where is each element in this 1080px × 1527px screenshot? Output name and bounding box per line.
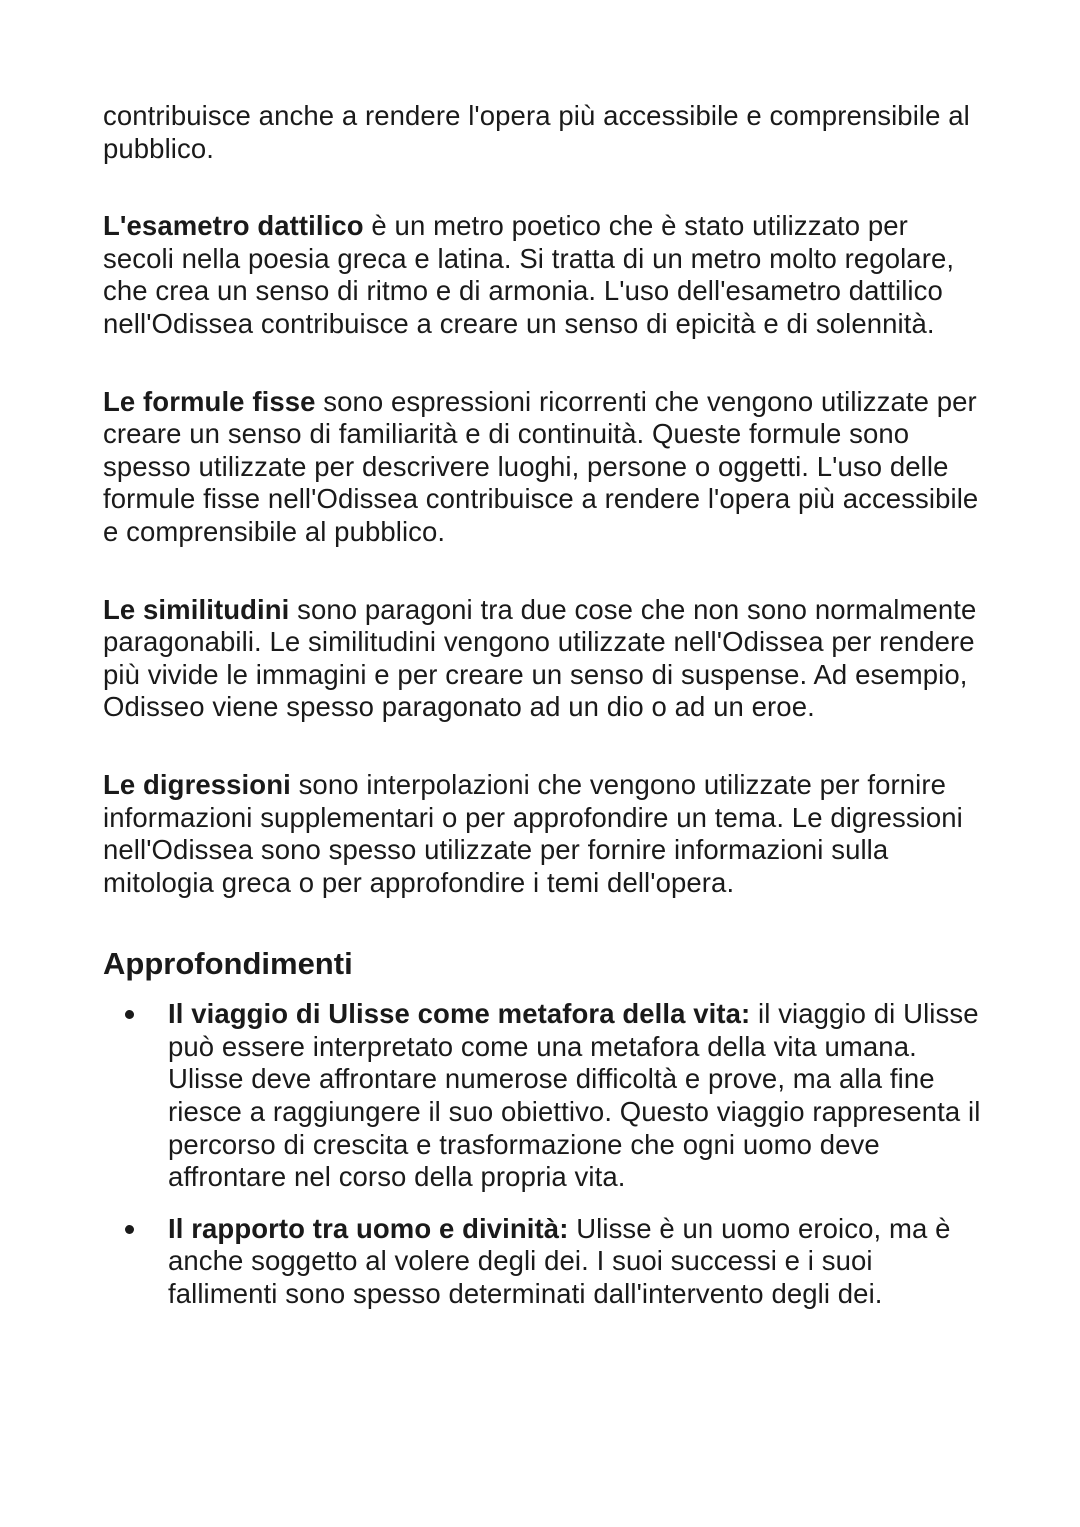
- section-text: sono espressioni ricorrenti che vengono utilizzate per creare un senso di familiarità e di continuità. Queste formule sono spesso utilizzate per descrivere luoghi, persone o oggetti. L'uso delle formule fisse nell'Odissea contribuisce a rendere l'opera più accessibile e comprensibile al pubblico.: [103, 385, 979, 547]
- section-esametro: [103, 210, 983, 340]
- list-item: [103, 1213, 983, 1311]
- section-text: sono interpolazioni che vengono utilizzate per fornire informazioni supplementari o per approfondire un tema. Le digressioni nell'Odissea sono spesso utilizzate per fornire informazioni sulla mitologia greca o per approfondire i temi dell'opera.: [103, 768, 963, 898]
- list-item: [103, 998, 983, 1194]
- section-term: Le digressioni: [103, 768, 291, 800]
- intro-text: contribuisce anche a rendere l'opera più accessibile e comprensibile al pubblico.: [103, 100, 970, 164]
- bullet-icon: [125, 1225, 134, 1234]
- approfondimenti-heading: Approfondimenti: [103, 946, 353, 982]
- approfondimenti-list: [103, 998, 983, 1310]
- list-item-term: Il rapporto tra uomo e divinità:: [168, 1212, 569, 1244]
- document-page: [103, 100, 983, 1330]
- list-item-text: Ulisse è un uomo eroico, ma è anche soggetto al volere degli dei. I suoi successi e i suoi fallimenti sono spesso determinati dall'intervento degli dei.: [168, 1212, 951, 1310]
- section-formule-fisse: [103, 386, 983, 549]
- list-item-text: il viaggio di Ulisse può essere interpretato come una metafora della vita umana. Ulisse deve affrontare numerose difficoltà e prove, ma alla fine riesce a raggiungere il suo obiettivo. Questo viaggio rappresenta il percorso di crescita e trasformazione che ogni uomo deve affrontare nel corso della propria vita.: [168, 998, 981, 1193]
- bullet-icon: [125, 1010, 134, 1019]
- intro-paragraph: [103, 100, 983, 165]
- section-term: L'esametro dattilico: [103, 210, 364, 242]
- section-term: Le formule fisse: [103, 385, 316, 417]
- section-text: è un metro poetico che è stato utilizzato per secoli nella poesia greca e latina. Si tratta di un metro molto regolare, che crea un senso di ritmo e di armonia. L'uso dell'esametro dattilico nell'Odissea contribuisce a creare un senso di epicità e di solennità.: [103, 210, 955, 339]
- section-digressioni: [103, 769, 983, 899]
- list-item-term: Il viaggio di Ulisse come metafora della vita:: [168, 998, 751, 1030]
- section-term: Le similitudini: [103, 593, 290, 625]
- section-similitudini: [103, 594, 983, 724]
- section-text: sono paragoni tra due cose che non sono normalmente paragonabili. Le similitudini vengono utilizzate nell'Odissea per rendere più vivide le immagini e per creare un senso di suspense. Ad esempio, Odisseo viene spesso paragonato ad un dio o ad un eroe.: [103, 593, 977, 723]
